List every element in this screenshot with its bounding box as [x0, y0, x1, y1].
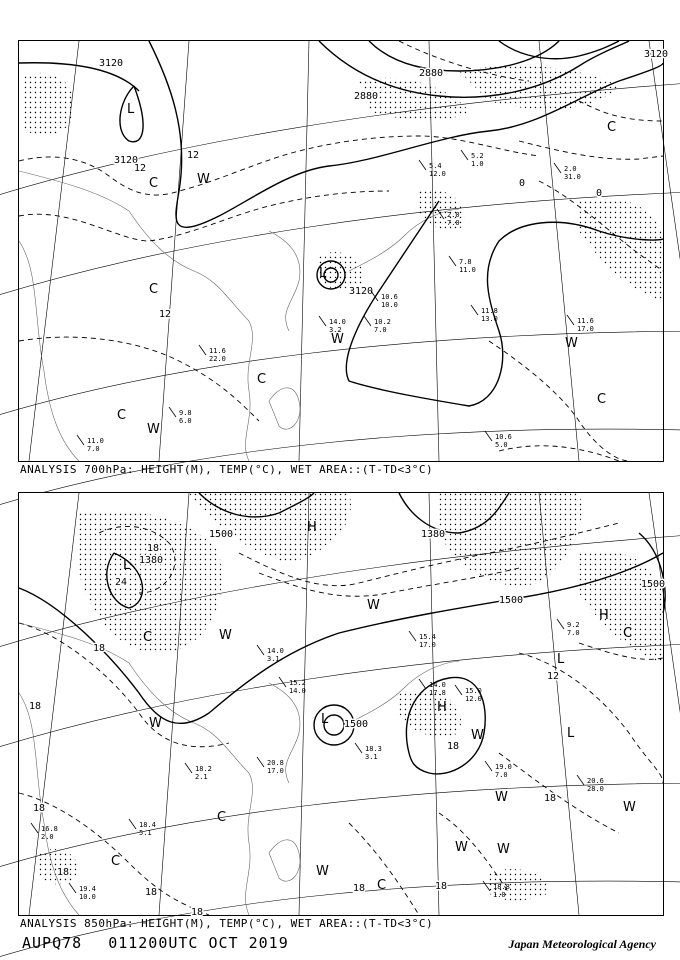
- isotherm-label: 18: [191, 907, 204, 918]
- cold-center-symbol: C: [623, 626, 633, 641]
- station-temperature: 11.8: [481, 307, 498, 315]
- station-temperature: 15.4: [419, 633, 436, 641]
- low-pressure-symbol: L: [321, 712, 329, 727]
- coastline: [19, 171, 459, 461]
- low-pressure-symbol: L: [319, 266, 327, 281]
- isotherm-label: 12: [187, 150, 200, 161]
- station-dewpoint-depression: 17.0: [267, 767, 284, 775]
- station-temperature: 19.4: [79, 885, 96, 893]
- station-dewpoint-depression: 17.8: [429, 689, 446, 697]
- isotherm-label: 12: [159, 309, 172, 320]
- isotherm-label: 12: [134, 163, 147, 174]
- wind-barb: [279, 677, 286, 687]
- height-label: 3120: [114, 155, 139, 166]
- warm-center-symbol: W: [455, 840, 468, 855]
- panel-caption-700hpa: ANALYSIS 700hPa: HEIGHT(M), TEMP(°C), WET AREA::(T-TD<3°C): [20, 463, 434, 476]
- cold-center-symbol: C: [117, 408, 127, 423]
- wind-barb: [69, 883, 76, 893]
- isotherm-label: 24: [115, 577, 128, 588]
- wind-barb: [257, 645, 264, 655]
- isotherm-label: 12: [547, 671, 560, 682]
- station-dewpoint-depression: 2.0: [41, 833, 54, 841]
- wind-barb: [199, 345, 206, 355]
- product-code: AUPQ78: [22, 934, 83, 952]
- wet-area: [24, 66, 663, 301]
- station-temperature: 5.4: [429, 162, 442, 170]
- warm-center-symbol: W: [471, 728, 484, 743]
- station-temperature: 19.0: [495, 763, 512, 771]
- wind-barb: [419, 160, 426, 170]
- wind-barb: [554, 163, 561, 173]
- station-temperature: 9.2: [567, 621, 580, 629]
- wind-barb: [77, 435, 84, 445]
- wind-barb: [364, 316, 371, 326]
- station-temperature: 5.2: [471, 152, 484, 160]
- wind-barb: [129, 819, 136, 829]
- isotherm-label: 18: [353, 883, 366, 894]
- station-dewpoint-depression: 3.1: [267, 655, 280, 663]
- cold-center-symbol: C: [217, 810, 227, 825]
- wind-barb: [455, 685, 462, 695]
- cold-center-symbol: C: [149, 282, 159, 297]
- panel-caption-850hpa: ANALYSIS 850hPa: HEIGHT(M), TEMP(°C), WET AREA::(T-TD<3°C): [20, 917, 434, 930]
- warm-center-symbol: W: [197, 172, 210, 187]
- isotherm-label: 0: [596, 188, 603, 199]
- height-label: 1500: [344, 719, 369, 730]
- coastline: [19, 623, 459, 915]
- wind-barb: [185, 763, 192, 773]
- station-temperature: 15.0: [465, 687, 482, 695]
- station-dewpoint-depression: 6.0: [179, 417, 192, 425]
- valid-time: 011200UTC OCT 2019: [108, 934, 289, 952]
- station-dewpoint-depression: 3.2: [329, 326, 342, 334]
- height-label: 2880: [419, 68, 444, 79]
- station-temperature: 18.8: [493, 883, 510, 891]
- wet-area: [39, 493, 666, 901]
- station-temperature: 9.8: [179, 409, 192, 417]
- warm-center-symbol: W: [367, 598, 380, 613]
- station-dewpoint-depression: 28.0: [587, 785, 604, 793]
- cold-center-symbol: C: [143, 630, 153, 645]
- low-pressure-symbol: L: [127, 102, 135, 117]
- station-dewpoint-depression: 1.0: [471, 160, 484, 168]
- cold-center-symbol: C: [377, 878, 387, 893]
- map-canvas-700hpa: [19, 41, 669, 461]
- high-pressure-symbol: H: [437, 700, 447, 715]
- station-temperature: 18.2: [195, 765, 212, 773]
- station-temperature: 14.0: [267, 647, 284, 655]
- warm-center-symbol: W: [147, 422, 160, 437]
- wind-barb: [485, 761, 492, 771]
- cold-center-symbol: C: [149, 176, 159, 191]
- warm-center-symbol: W: [495, 790, 508, 805]
- wind-barb: [483, 881, 490, 891]
- map-panel-850hpa: [18, 492, 664, 916]
- height-label: 3120: [644, 49, 669, 60]
- map-panel-700hpa: [18, 40, 669, 462]
- station-temperature: 10.2: [374, 318, 391, 326]
- station-dewpoint-depression: 17.0: [577, 325, 594, 333]
- station-temperature: 18.3: [365, 745, 382, 753]
- isotherm-label: 18: [93, 643, 106, 654]
- isotherm-label: 18: [29, 701, 42, 712]
- height-label: 1500: [499, 595, 524, 606]
- cold-center-symbol: C: [257, 372, 267, 387]
- station-dewpoint-depression: 10.0: [79, 893, 96, 901]
- station-temperature: 14.0: [329, 318, 346, 326]
- wind-barb: [319, 316, 326, 326]
- isotherm-label: 18: [147, 543, 160, 554]
- warm-center-symbol: W: [565, 336, 578, 351]
- station-dewpoint-depression: 1.0: [493, 891, 506, 899]
- warm-center-symbol: W: [219, 628, 232, 643]
- warm-center-symbol: W: [316, 864, 329, 879]
- cold-center-symbol: C: [607, 120, 617, 135]
- height-label: 2880: [354, 91, 379, 102]
- station-temperature: 11.6: [209, 347, 226, 355]
- station-temperature: 2.0: [564, 165, 577, 173]
- height-label: 3120: [349, 286, 374, 297]
- station-dewpoint-depression: 14.0: [289, 687, 306, 695]
- station-temperature: 2.0: [447, 211, 460, 219]
- isotherm-label: 18: [447, 741, 460, 752]
- wind-barb: [169, 407, 176, 417]
- station-temperature: 18.4: [139, 821, 156, 829]
- wind-barb: [449, 256, 456, 266]
- station-dewpoint-depression: 5.0: [495, 441, 508, 449]
- wind-barb: [577, 775, 584, 785]
- station-dewpoint-depression: 7.0: [374, 326, 387, 334]
- station-dewpoint-depression: 13.0: [481, 315, 498, 323]
- isotherm-label: 0: [519, 178, 526, 189]
- station-dewpoint-depression: 12.0: [465, 695, 482, 703]
- station-dewpoint-depression: 10.0: [381, 301, 398, 309]
- station-dewpoint-depression: 22.0: [209, 355, 226, 363]
- wind-barb: [419, 679, 426, 689]
- station-dewpoint-depression: 2.1: [195, 773, 208, 781]
- station-temperature: 11.0: [87, 437, 104, 445]
- warm-center-symbol: W: [149, 716, 162, 731]
- station-temperature: 20.6: [587, 777, 604, 785]
- low-pressure-symbol: L: [123, 558, 131, 573]
- isotherm-label: 18: [544, 793, 557, 804]
- station-dewpoint-depression: 3.1: [365, 753, 378, 761]
- wind-barb: [461, 150, 468, 160]
- height-label: 1500: [641, 579, 666, 590]
- wind-barb: [31, 823, 38, 833]
- station-dewpoint-depression: 7.0: [567, 629, 580, 637]
- wind-barb: [355, 743, 362, 753]
- cold-center-symbol: C: [597, 392, 607, 407]
- warm-center-symbol: W: [623, 800, 636, 815]
- isotherm-label: 18: [57, 867, 70, 878]
- high-pressure-symbol: H: [307, 520, 317, 535]
- station-dewpoint-depression: 7.0: [495, 771, 508, 779]
- wind-barb: [485, 431, 492, 441]
- station-temperature: 10.6: [495, 433, 512, 441]
- height-label: 1380: [421, 529, 446, 540]
- wind-barb: [409, 631, 416, 641]
- station-temperature: 10.6: [381, 293, 398, 301]
- low-pressure-symbol: L: [567, 726, 575, 741]
- wind-barb: [567, 315, 574, 325]
- station-dewpoint-depression: 5.1: [139, 829, 152, 837]
- station-temperature: 11.6: [577, 317, 594, 325]
- cold-center-symbol: C: [111, 854, 121, 869]
- low-pressure-symbol: L: [557, 652, 565, 667]
- station-temperature: 20.8: [267, 759, 284, 767]
- isotherm-label: 18: [435, 881, 448, 892]
- station-dewpoint-depression: 7.0: [87, 445, 100, 453]
- height-label: 1380: [139, 555, 164, 566]
- station-dewpoint-depression: 12.0: [429, 170, 446, 178]
- high-pressure-symbol: H: [599, 608, 609, 623]
- warm-center-symbol: W: [497, 842, 510, 857]
- station-dewpoint-depression: 11.0: [459, 266, 476, 274]
- wind-barb: [557, 619, 564, 629]
- station-temperature: 15.2: [289, 679, 306, 687]
- station-dewpoint-depression: 31.0: [564, 173, 581, 181]
- warm-center-symbol: W: [331, 332, 344, 347]
- height-label: 1500: [209, 529, 234, 540]
- agency-name: Japan Meteorological Agency: [508, 937, 656, 951]
- station-dewpoint-depression: 17.0: [419, 641, 436, 649]
- isotherm-label: 18: [33, 803, 46, 814]
- station-temperature: 14.0: [429, 681, 446, 689]
- product-header: [22, 934, 315, 952]
- map-canvas-850hpa: [19, 493, 666, 918]
- wind-barb: [471, 305, 478, 315]
- wind-barb: [257, 757, 264, 767]
- isotherm-label: 18: [145, 887, 158, 898]
- station-temperature: 16.8: [41, 825, 58, 833]
- station-dewpoint-depression: 7.0: [447, 219, 460, 227]
- height-label: 3120: [99, 58, 124, 69]
- station-temperature: 7.8: [459, 258, 472, 266]
